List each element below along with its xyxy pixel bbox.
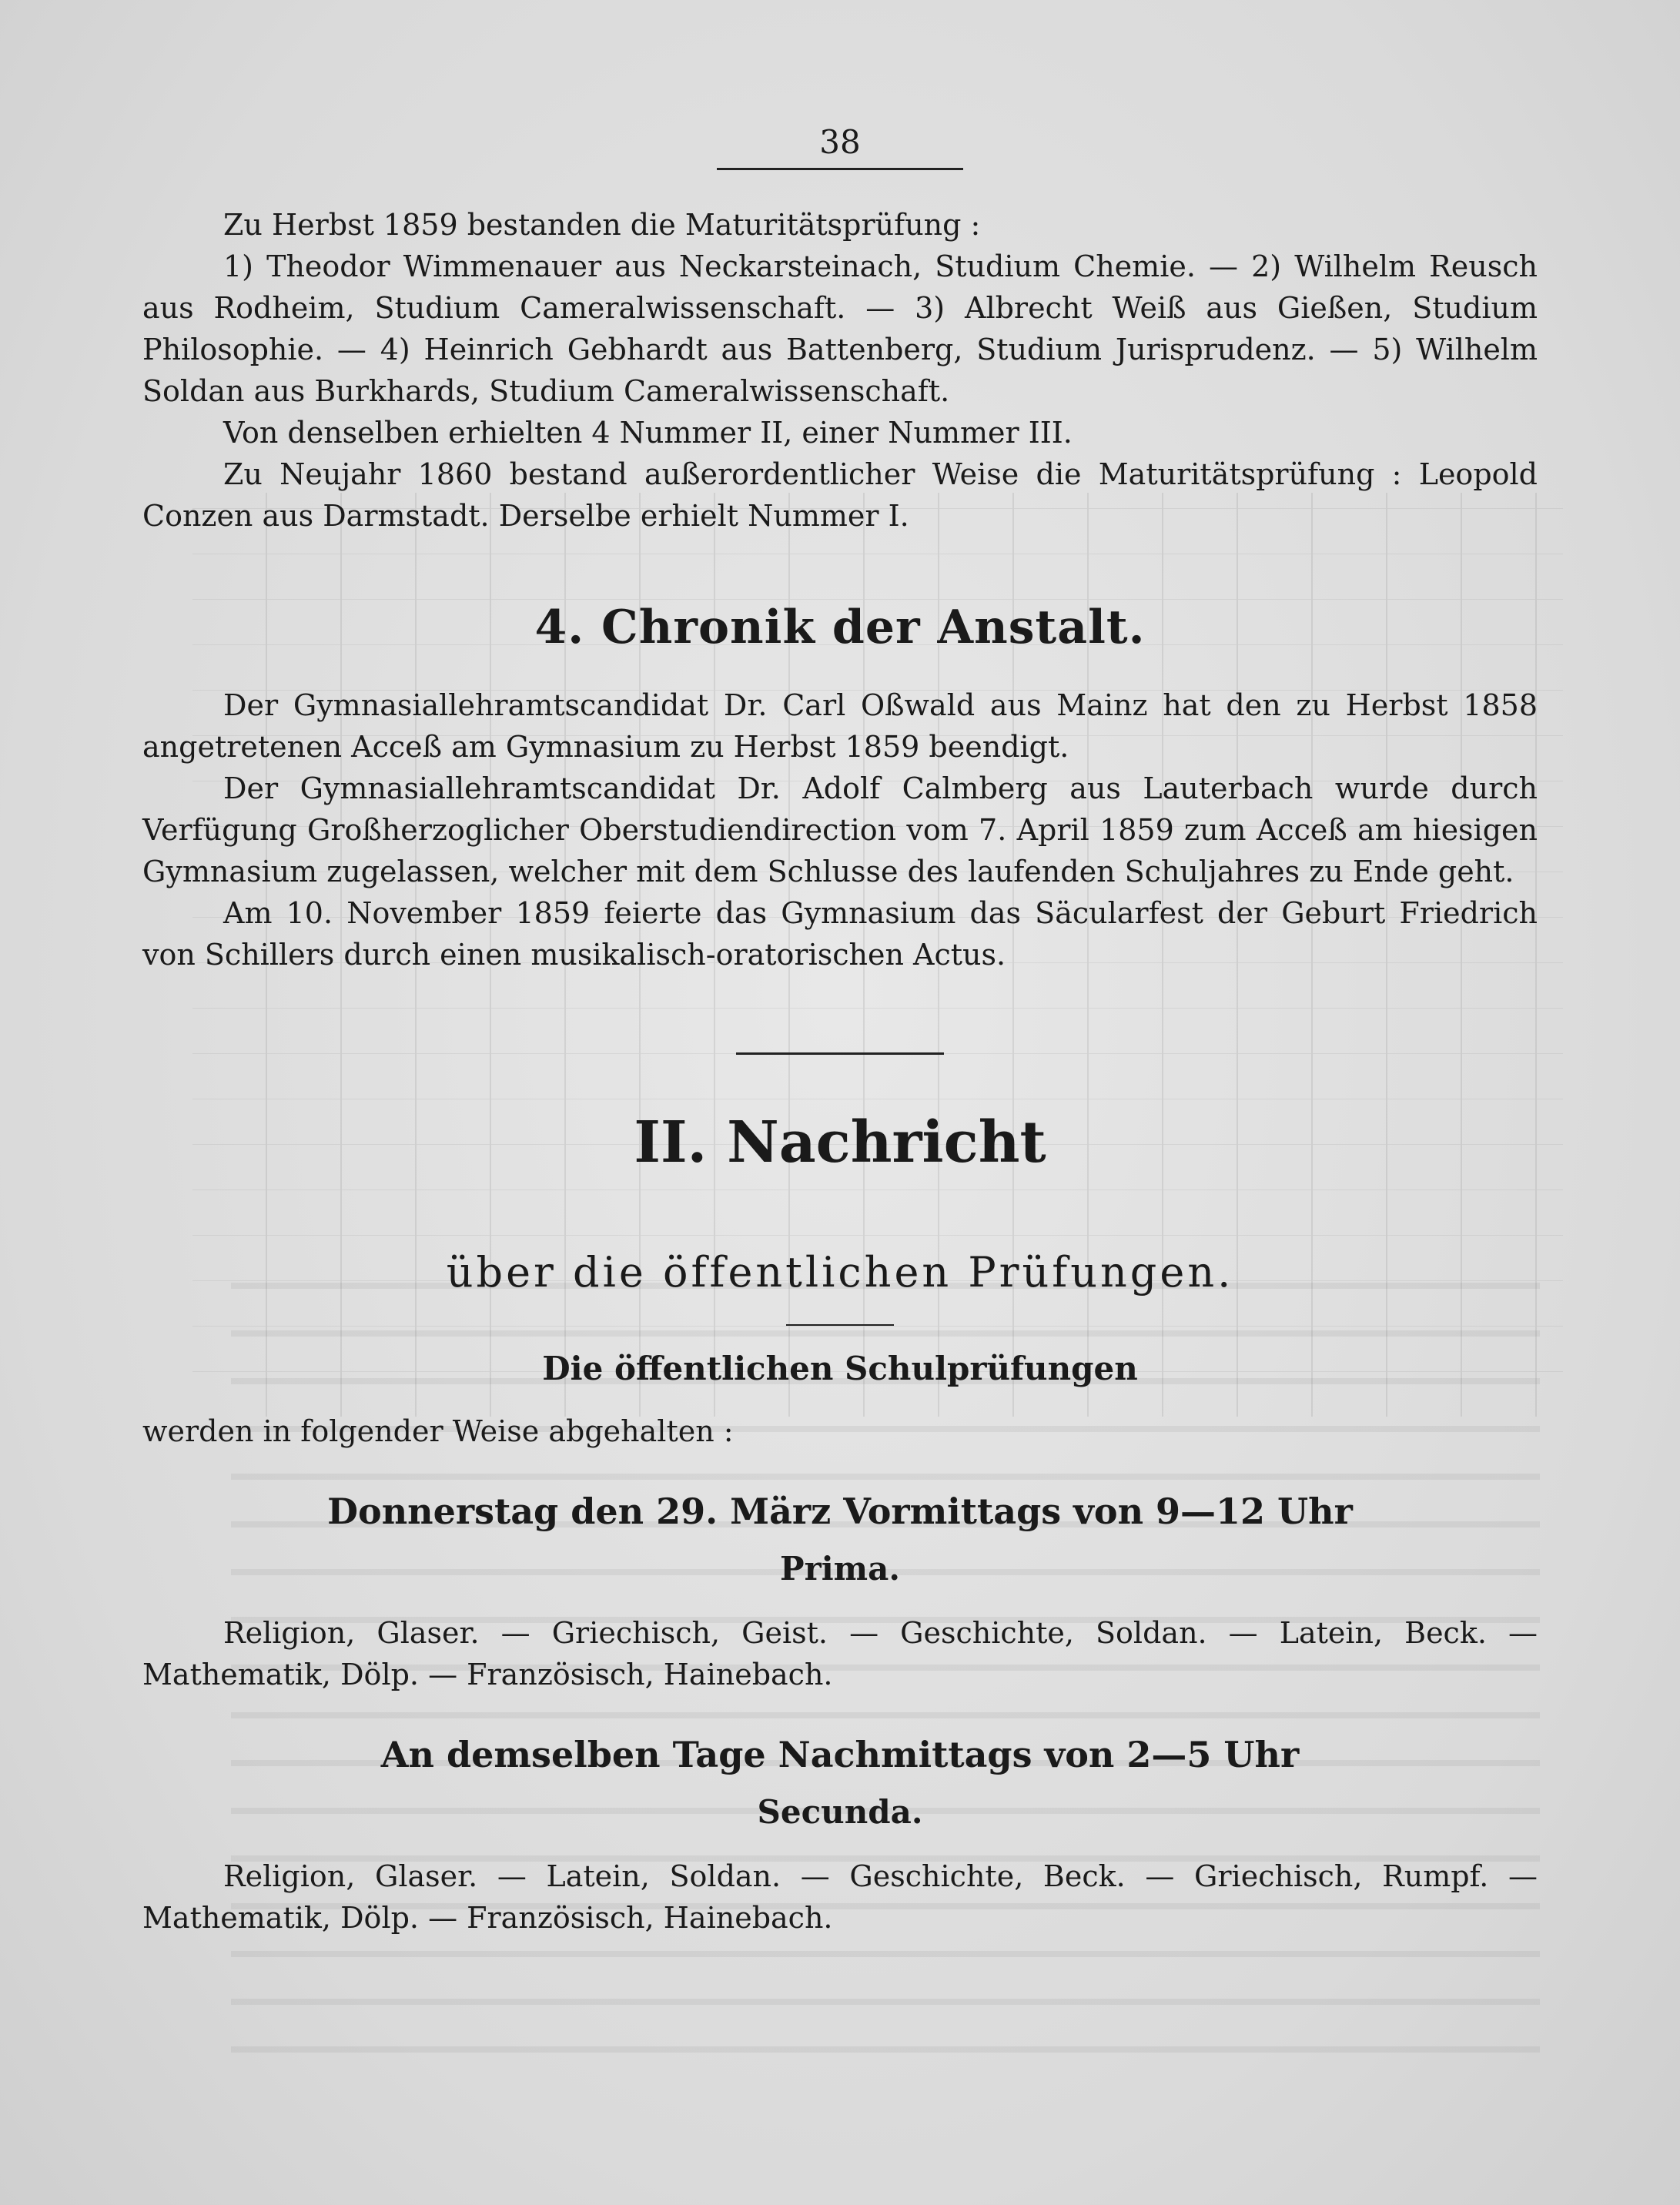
section-divider bbox=[736, 1052, 944, 1055]
afternoon-schedule: An demselben Tage Nachmittags von 2—5 Uhr bbox=[380, 1734, 1300, 1775]
page-number: 38 bbox=[819, 123, 861, 161]
maturity-intro: Zu Herbst 1859 bestanden die Maturitätsprüfung : bbox=[223, 208, 981, 242]
maturity-list: 1) Theodor Wimmenauer aus Neckarsteinach, Studium Chemie. — 2) Wilhelm Reusch aus Rodheim, Studium Cameralwissenschaft. — 3) Albrecht Weiß aus Gießen, Studium Philosophie. — 4) Heinrich Gebhardt aus Battenberg, Studium Jurisprudenz. — 5) Wilhelm Soldan aus Burkhards, Studium Cameralwissenschaft. bbox=[142, 249, 1538, 408]
header-rule bbox=[717, 168, 963, 170]
prima-subjects: Religion, Glaser. — Griechisch, Geist. — Geschichte, Soldan. — Latein, Beck. — Mathematik, Dölp. — Französisch, Hainebach. bbox=[142, 1616, 1538, 1691]
morning-schedule: Donnerstag den 29. März Vormittags von 9—12 Uhr bbox=[327, 1491, 1353, 1532]
chronicle-paragraph: Der Gymnasiallehramtscandidat Dr. Carl Oßwald aus Mainz hat den zu Herbst 1858 angetretenen Acceß am Gymnasium zu Herbst 1859 beendigt. bbox=[142, 688, 1538, 764]
nachricht-subtitle: über die öffentlichen Prüfungen. bbox=[446, 1248, 1234, 1297]
schedule-intro: werden in folgender Weise abgehalten : bbox=[142, 1414, 734, 1448]
schulpruefungen-heading: Die öffentlichen Schulprüfungen bbox=[542, 1350, 1138, 1387]
chronicle-paragraph: Der Gymnasiallehramtscandidat Dr. Adolf Calmberg aus Lauterbach wurde durch Verfügung Großherzoglicher Oberstudiendirection vom 7. April 1859 zum Acceß am hiesigen Gymnasium zugelassen, welcher mit dem Schlusse des laufenden Schuljahres zu Ende geht. bbox=[142, 771, 1538, 888]
secunda-subjects: Religion, Glaser. — Latein, Soldan. — Geschichte, Beck. — Griechisch, Rumpf. — Mathematik, Dölp. — Französisch, Hainebach. bbox=[142, 1859, 1538, 1935]
subtitle-rule bbox=[786, 1324, 894, 1326]
class-prima: Prima. bbox=[780, 1550, 900, 1588]
maturity-extra: Zu Neujahr 1860 bestand außerordentlicher Weise die Maturitätsprüfung : Leopold Conzen aus Darmstadt. Derselbe erhielt Nummer I. bbox=[142, 457, 1538, 533]
page-content bbox=[142, 123, 1538, 1939]
maturity-grades: Von denselben erhielten 4 Nummer II, einer Nummer III. bbox=[223, 416, 1073, 450]
nachricht-title: II. Nachricht bbox=[634, 1109, 1046, 1176]
chronicle-paragraph: Am 10. November 1859 feierte das Gymnasium das Säcularfest der Geburt Friedrich von Schillers durch einen musikalisch-oratorischen Actus. bbox=[142, 896, 1538, 972]
chronicle-title: 4. Chronik der Anstalt. bbox=[534, 601, 1146, 654]
class-secunda: Secunda. bbox=[757, 1793, 923, 1831]
